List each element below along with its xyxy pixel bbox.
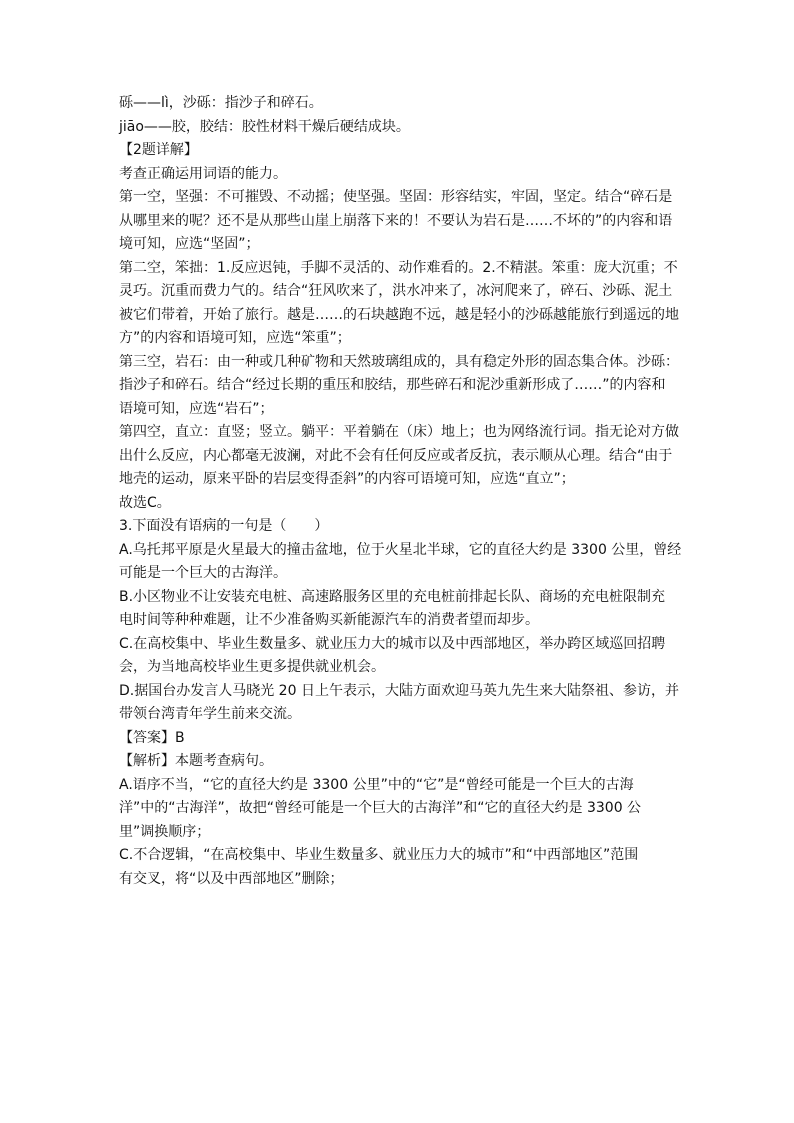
text-line: 故选C。: [119, 494, 171, 511]
document-body: [119, 92, 682, 891]
option-d: D.据国台办发言人马晓光 20 日上午表示，大陆方面欢迎马英九先生来大陆祭祖、参访，并: [119, 682, 679, 699]
text-line: 第二空，笨拙：1.反应迟钝，手脚不灵活的、动作难看的。2.不精湛。笨重：庞大沉重；不: [119, 259, 678, 276]
text-line: 境可知，应选“坚固”；: [119, 236, 260, 252]
text-line: 被它们带着，开始了旅行。越是……的石块越跑不远，越是轻小的沙砾越能旅行到遥远的地: [119, 306, 679, 323]
text-line: 第三空，岩石：由一种或几种矿物和天然玻璃组成的，具有稳定外形的固态集合体。沙砾：: [119, 353, 679, 370]
text-line: 第一空，坚强：不可摧毁、不动摇；使坚强。坚固：形容结实，牢固，坚定。结合“碎石是: [119, 189, 673, 205]
text-line: 指沙子和碎石。结合“经过长期的重压和胶结，那些碎石和泥沙重新形成了……”的内容和: [119, 377, 666, 393]
answer-line: 【答案】B: [119, 729, 185, 746]
option-c: C.在高校集中、毕业生数量多、就业压力大的城市以及中西部地区，举办跨区域巡回招聘: [119, 635, 666, 652]
section-heading: 【2题详解】: [119, 142, 198, 158]
text-line: 方”的内容和语境可知，应选“笨重”；: [119, 330, 351, 346]
question-title: 3.下面没有语病的一句是（ ）: [119, 518, 329, 534]
option-a: A.乌托邦平原是火星最大的撞击盆地，位于火星北半球，它的直径大约是 3300 公里，曾经: [119, 541, 682, 558]
text-line: 洋”中的“古海洋”，故把“曾经可能是一个巨大的古海洋”和“它的直径大约是 3300 公: [119, 800, 642, 816]
text-line: 灵巧。沉重而费力气的。结合“狂风吹来了，洪水冲来了，冰河爬来了，碎石、沙砾、泥土: [119, 283, 673, 299]
analysis-heading: 【解析】本题考查病句。: [119, 753, 273, 769]
text-line: A.语序不当，“它的直径大约是 3300 公里”中的“它”是“曾经可能是一个巨大的古海: [119, 776, 634, 793]
text-line: 可能是一个巨大的古海洋。: [119, 565, 287, 581]
text-line: 语境可知，应选“岩石”；: [119, 400, 274, 417]
text-line: 电时间等种种难题，让不少准备购买新能源汽车的消费者望而却步。: [119, 612, 539, 628]
text-line: 出什么反应，内心都毫无波澜，对此不会有任何反应或者反抗，表示顺从心理。结合“由于: [119, 447, 673, 464]
text-line: 有交叉，将“以及中西部地区”删除；: [119, 870, 344, 887]
text-line: 从哪里来的呢？还不是从那些山崖上崩落下来的！不要认为岩石是……不坏的”的内容和语: [119, 212, 673, 229]
text-line: 第四空，直立：直竖；竖立。躺平：平着躺在（床）地上；也为网络流行词。指无论对方做: [119, 424, 679, 440]
text-line: 地壳的运动，原来平卧的岩层变得歪斜”的内容可语境可知，应选“直立”；: [119, 471, 575, 487]
text-line: 砾——lì，沙砾：指沙子和碎石。: [119, 95, 323, 111]
text-line: 里”调换顺序；: [119, 823, 211, 840]
text-line: 会，为当地高校毕业生更多提供就业机会。: [119, 659, 385, 675]
text-line: 带领台湾青年学生前来交流。: [119, 706, 301, 722]
text-line: 考查正确运用词语的能力。: [119, 165, 287, 182]
text-line: C.不合逻辑，“在高校集中、毕业生数量多、就业压力大的城市”和“中西部地区”范围: [119, 847, 639, 863]
text-line: jiāo——胶，胶结：胶性材料干燥后硬结成块。: [119, 118, 410, 135]
option-b: B.小区物业不让安装充电桩、高速路服务区里的充电桩前排起长队、商场的充电桩限制充: [119, 588, 666, 605]
